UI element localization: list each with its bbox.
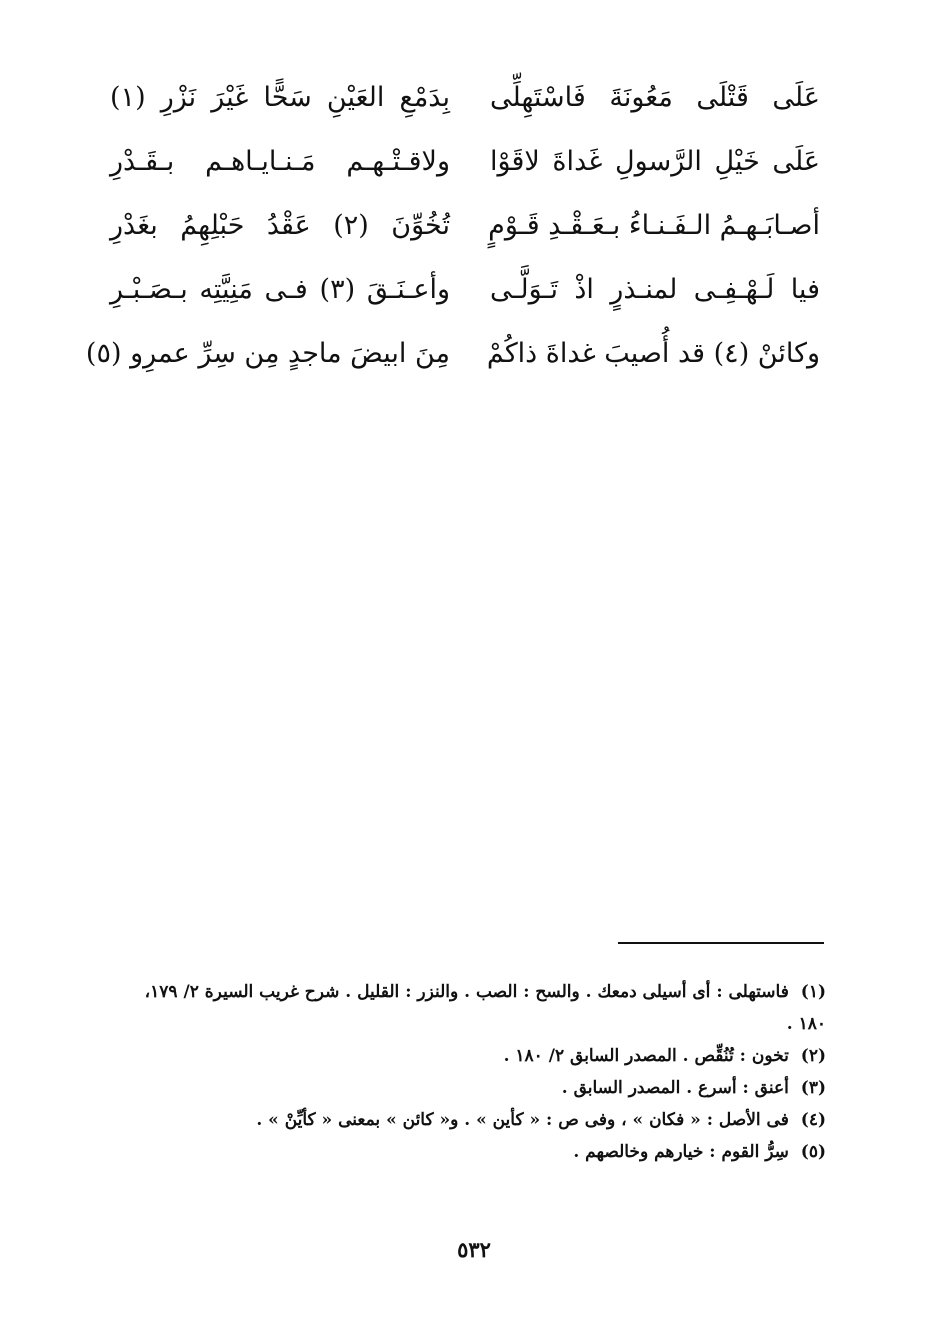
footnote-number: (٢) xyxy=(800,1046,826,1066)
footnote-text: فاستهلى : أى أسيلى دمعك . والسح : الصب . والنزر : القليل . شرح غريب السيرة ٢/ ١٧٩، ١٨٠ . xyxy=(144,982,826,1034)
footnote-text: سِرُّ القوم : خيارهم وخالصهم . xyxy=(573,1142,789,1162)
footnote xyxy=(112,976,826,1040)
footnote-text: أعنق : أسرع . المصدر السابق . xyxy=(561,1078,789,1098)
footnote-number: (٥) xyxy=(800,1142,826,1162)
footnote xyxy=(112,1040,826,1072)
verse xyxy=(110,130,820,194)
verse-second-hemistich: ولاقـتْـهـم مَـنـايـاهـم بـقَـدْرِ xyxy=(110,146,450,177)
verse-first-hemistich: فيا لَـهْـفِـى لمنـذرٍ اذْ تَـوَلَّـى xyxy=(490,274,820,305)
poem xyxy=(85,66,820,386)
footnote xyxy=(112,1136,826,1168)
verse xyxy=(110,66,820,130)
footnote-text: تخون : تُنُقِّص . المصدر السابق ٢/ ١٨٠ . xyxy=(503,1046,789,1066)
verse xyxy=(110,194,820,258)
footnote-number: (٣) xyxy=(800,1078,826,1098)
page-number: ٥٣٢ xyxy=(457,1237,491,1262)
verse-first-hemistich: وكائنْ (٤) قد أُصيبَ غداةَ ذاكُمْ xyxy=(486,338,820,369)
footnote-text: فى الأصل : « فكان » ، وفى ص : « كأين » . و« كائن » بمعنى « كأيِّنْ » . xyxy=(256,1110,789,1130)
verse-second-hemistich: وأعـنَـقَ (٣) فـى مَنِيَّتِه بـصَـبْـرِ xyxy=(110,274,450,305)
verse-second-hemistich: بِدَمْعِ العَيْنِ سَحًّا غَيْرَ نَزْرِ (١) xyxy=(110,82,450,113)
verse xyxy=(110,258,820,322)
footnote-separator xyxy=(618,942,824,944)
footnotes xyxy=(112,976,826,1168)
verse-second-hemistich: تُخُوِّنَ (٢) عَقْدُ حَبْلِهِمُ بغَدْرِ xyxy=(110,210,450,241)
footnote xyxy=(112,1072,826,1104)
footnote-number: (١) xyxy=(800,982,826,1002)
verse-first-hemistich: عَلَى خَيْلِ الرَّسولِ غَداةَ لاقَوْا xyxy=(490,146,820,177)
footnote-number: (٤) xyxy=(800,1110,826,1130)
footnote xyxy=(112,1104,826,1136)
verse xyxy=(85,322,820,386)
verse-first-hemistich: عَلَى قَتْلَى مَعُونَةَ فَاسْتَهِلِّى xyxy=(490,82,820,113)
verse-first-hemistich: أصـابَـهـمُ الـفَـنـاءُ بـعَـقْـدِ قَـوْمٍ xyxy=(488,210,820,241)
verse-second-hemistich: مِنَ ابيضَ ماجدٍ مِن سِرِّ عمرِو (٥) xyxy=(85,338,450,369)
